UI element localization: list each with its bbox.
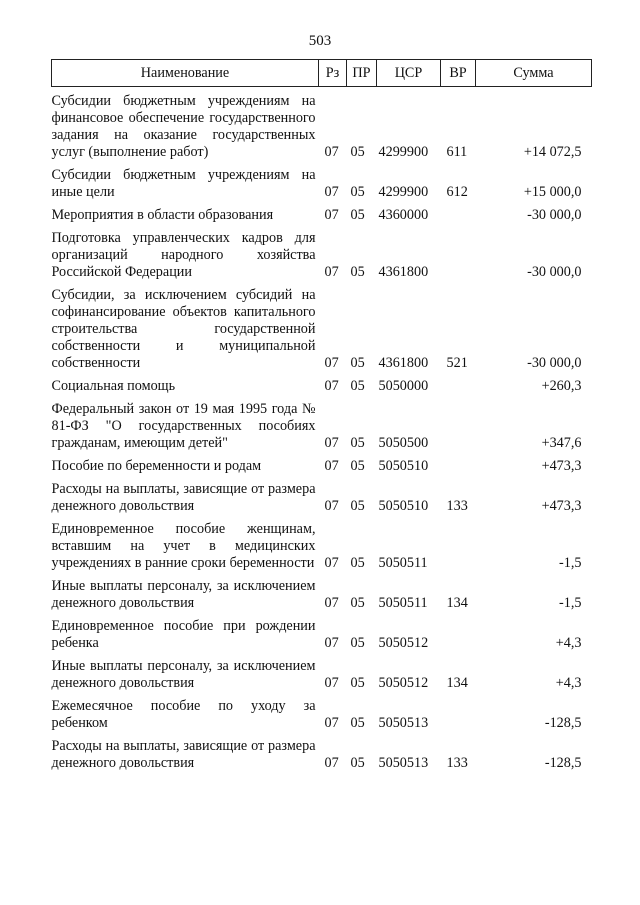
cell-pr: 05 (350, 355, 365, 371)
cell-vr (441, 401, 476, 452)
cell-name: Единовременное пособие при рождении ребенка (51, 618, 316, 651)
cell-vr: 133 (446, 755, 468, 771)
header-sum: Сумма (476, 60, 592, 87)
cell-name: Иные выплаты персоналу, за исключением денежного довольствия (51, 578, 316, 611)
cell-csr: 4299900 (378, 184, 429, 200)
cell-rz: 07 (324, 595, 339, 611)
cell-rz: 07 (324, 144, 339, 160)
cell-csr: 5050510 (378, 498, 429, 514)
table-row (52, 458, 592, 475)
cell-name: Федеральный закон от 19 мая 1995 года № 81-ФЗ "О государственных пособиях гражданам, имеющим детей" (51, 401, 316, 451)
table-row (52, 521, 592, 572)
table-header (52, 60, 592, 87)
cell-csr: 5050510 (378, 458, 429, 474)
budget-table (51, 59, 592, 772)
cell-name: Пособие по беременности и родам (51, 458, 262, 474)
table-body (52, 87, 592, 773)
cell-sum: +473,3 (541, 458, 582, 474)
table-row (52, 93, 592, 161)
cell-csr: 5050513 (378, 755, 429, 771)
page-number: 503 (308, 33, 332, 49)
cell-sum: -1,5 (559, 595, 582, 611)
table-row (52, 618, 592, 652)
table-row (52, 167, 592, 201)
cell-pr: 05 (350, 264, 365, 280)
cell-name: Субсидии бюджетным учреждениям на финансовое обеспечение государственного задания на оказание государственных услуг (выполнение работ) (51, 93, 316, 160)
cell-pr: 05 (350, 635, 365, 651)
cell-rz: 07 (324, 264, 339, 280)
cell-sum: -128,5 (544, 715, 582, 731)
cell-name: Расходы на выплаты, зависящие от размера денежного довольствия (51, 738, 316, 771)
cell-name: Расходы на выплаты, зависящие от размера денежного довольствия (51, 481, 316, 514)
cell-name: Субсидии бюджетным учреждениям на иные цели (51, 167, 316, 200)
cell-vr (441, 458, 476, 475)
cell-pr: 05 (350, 555, 365, 571)
table-row (52, 658, 592, 692)
cell-vr (441, 378, 476, 395)
cell-vr (441, 207, 476, 224)
cell-pr: 05 (350, 458, 365, 474)
cell-rz: 07 (324, 458, 339, 474)
cell-vr (441, 698, 476, 732)
cell-vr: 134 (446, 675, 468, 691)
cell-csr: 5050000 (378, 378, 429, 394)
cell-sum: +14 072,5 (523, 144, 582, 160)
cell-name: Мероприятия в области образования (51, 207, 274, 223)
cell-sum: +473,3 (541, 498, 582, 514)
cell-rz: 07 (324, 755, 339, 771)
cell-sum: +4,3 (555, 675, 582, 691)
cell-rz: 07 (324, 207, 339, 223)
cell-name: Субсидии, за исключением субсидий на софинансирование объектов капитального строительства государственной собственности и муниципальной собственности (51, 287, 316, 371)
cell-vr (441, 230, 476, 281)
header-vr: ВР (441, 60, 476, 87)
cell-csr: 5050512 (378, 635, 429, 651)
cell-sum: +347,6 (541, 435, 582, 451)
cell-name: Ежемесячное пособие по уходу за ребенком (51, 698, 316, 731)
cell-rz: 07 (324, 635, 339, 651)
cell-sum: -128,5 (544, 755, 582, 771)
cell-pr: 05 (350, 184, 365, 200)
cell-csr: 5050511 (378, 555, 428, 571)
cell-sum: -30 000,0 (527, 207, 582, 223)
table-row (52, 287, 592, 372)
header-csr: ЦСР (377, 60, 441, 87)
cell-csr: 4360000 (378, 207, 429, 223)
table-row (52, 738, 592, 772)
header-rz: Рз (319, 60, 347, 87)
cell-sum: -30 000,0 (527, 355, 582, 371)
cell-rz: 07 (324, 184, 339, 200)
cell-pr: 05 (350, 144, 365, 160)
cell-csr: 5050513 (378, 715, 429, 731)
cell-sum: +4,3 (555, 635, 582, 651)
cell-pr: 05 (350, 715, 365, 731)
cell-pr: 05 (350, 378, 365, 394)
cell-sum: -30 000,0 (527, 264, 582, 280)
table-row (52, 481, 592, 515)
cell-csr: 5050512 (378, 675, 429, 691)
cell-sum: +15 000,0 (523, 184, 582, 200)
cell-vr: 133 (446, 498, 468, 514)
cell-pr: 05 (350, 755, 365, 771)
header-pr: ПР (347, 60, 377, 87)
cell-pr: 05 (350, 675, 365, 691)
table-row (52, 378, 592, 395)
cell-csr: 4299900 (378, 144, 429, 160)
cell-csr: 5050500 (378, 435, 429, 451)
cell-csr: 4361800 (378, 355, 429, 371)
header-name: Наименование (52, 60, 319, 87)
cell-sum: +260,3 (541, 378, 582, 394)
cell-name: Единовременное пособие женщинам, вставшим на учет в медицинских учреждениях в ранние сроки беременности (51, 521, 316, 571)
table-row (52, 207, 592, 224)
cell-name: Социальная помощь (51, 378, 176, 394)
cell-name: Иные выплаты персоналу, за исключением денежного довольствия (51, 658, 316, 691)
cell-vr: 521 (446, 355, 468, 371)
cell-csr: 4361800 (378, 264, 429, 280)
cell-vr: 611 (446, 144, 468, 160)
cell-rz: 07 (324, 498, 339, 514)
cell-csr: 5050511 (378, 595, 428, 611)
cell-name: Подготовка управленческих кадров для организаций народного хозяйства Российской Федерации (51, 230, 316, 280)
table-row (52, 578, 592, 612)
table-row (52, 230, 592, 281)
cell-rz: 07 (324, 435, 339, 451)
cell-vr (441, 618, 476, 652)
cell-rz: 07 (324, 675, 339, 691)
cell-pr: 05 (350, 498, 365, 514)
cell-pr: 05 (350, 435, 365, 451)
cell-vr (441, 521, 476, 572)
cell-vr: 612 (446, 184, 468, 200)
cell-rz: 07 (324, 355, 339, 371)
cell-pr: 05 (350, 595, 365, 611)
table-row (52, 698, 592, 732)
table-row (52, 401, 592, 452)
cell-vr: 134 (446, 595, 468, 611)
cell-rz: 07 (324, 715, 339, 731)
cell-rz: 07 (324, 555, 339, 571)
cell-pr: 05 (350, 207, 365, 223)
cell-rz: 07 (324, 378, 339, 394)
cell-sum: -1,5 (559, 555, 582, 571)
